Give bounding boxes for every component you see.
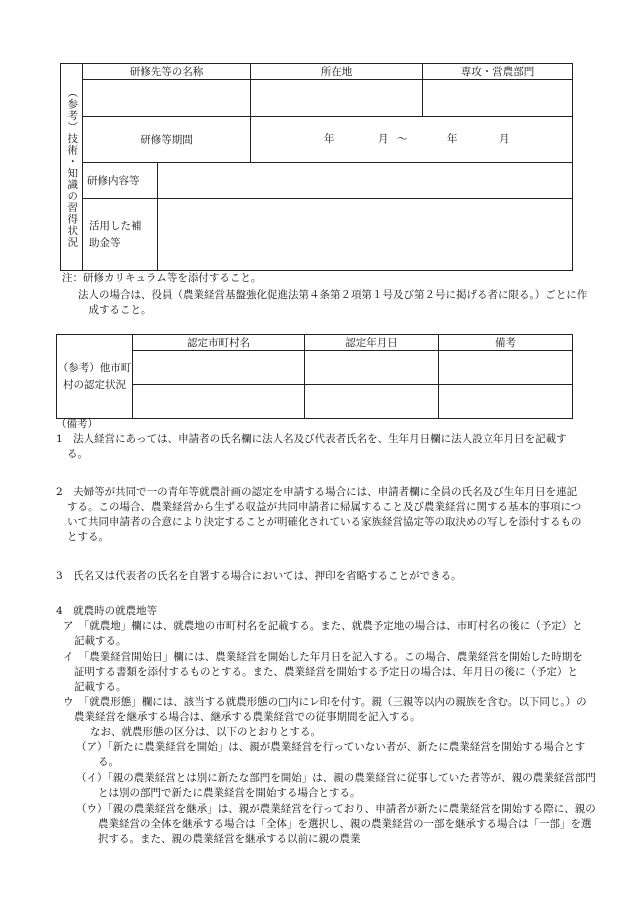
remark-item-2: 2 夫婦等が共同で一の青年等就農計画の認定を申請する場合には、申請者欄に全員の氏名及び生年月日を連記する。この場合、農業経営から生ずる収益が共同申請者に帰属すること及び農業経営に関する基本的事項について共同申請者の合意により決定することが明確化されている家族経営協定等の取決めの写しを添付するものとする。 <box>56 486 582 543</box>
remarks-cell <box>439 385 573 419</box>
col-header-location: 所在地 <box>251 64 423 80</box>
training-status-table <box>60 63 573 271</box>
col-header-municipality: 認定市町村名 <box>133 335 305 351</box>
remark-item-1: 1 法人経営にあっては、申請者の氏名欄に法人名及び代表者氏名を、生年月日欄に法人設立年月日を記載する。 <box>56 433 567 460</box>
remark-item-4u: ウ 「就農形態」欄には、該当する就農形態の□内にレ印を付す。親（三親等以内の親族を含む。以下同じ。）の農業経営を継承する場合は、継承する農業経営での従事期間を記入する。 <box>63 696 587 723</box>
col-header-date: 認定年月日 <box>305 335 439 351</box>
date-cell <box>305 351 439 385</box>
location-cell <box>251 80 423 117</box>
remarks-heading: （備考） <box>56 418 98 430</box>
col-header-remarks: 備考 <box>439 335 573 351</box>
period-tilde: ～ <box>397 133 408 145</box>
remark-sub-a: （ア）「新たに農業経営を開始」は、親が農業経営を行っていない者が、新たに農業経営を開始する場合とする。 <box>76 741 586 768</box>
other-municipality-table <box>56 334 573 419</box>
remark-sub-i: （イ）「親の農業経営とは別に新たな部門を開始」は、親の農業経営に従事していた者等が、親の農業経営部門とは別の部門で新たに農業経営を開始する場合とする。 <box>76 772 596 799</box>
remark-item-4u-note: なお、就農形態の区分は、以下のとおりとする。 <box>90 726 321 738</box>
remark-item-4a: ア 「就農地」欄には、就農地の市町村名を記載する。また、就農予定地の場合は、市町村名の後に（予定）と記載する。 <box>63 620 583 647</box>
col-header-major: 専攻・営農部門 <box>423 64 573 80</box>
other-municipality-side-label: （参考）他市町村の認定状況 <box>57 335 133 419</box>
municipality-cell <box>133 385 305 419</box>
subsidy-label: 活用した補助金等 <box>83 199 158 271</box>
municipality-cell <box>133 351 305 385</box>
note-line2: 法人の場合は、役員（農業経営基盤強化促進法第４条第２項第１号及び第２号に掲げる者に限る。）ごとに作成すること。 <box>78 289 588 316</box>
period-cell <box>251 117 573 163</box>
content-label: 研修内容等 <box>83 163 158 199</box>
col-header-training-name: 研修先等の名称 <box>83 64 251 80</box>
period-year2: 年 <box>447 133 458 145</box>
content-cell <box>158 163 573 199</box>
remark-item-4: 4 就農時の就農地等 <box>56 605 158 617</box>
date-cell <box>305 385 439 419</box>
period-month1: 月 <box>378 133 389 145</box>
training-name-cell <box>83 80 251 117</box>
training-side-label: （参考）技術・知識の習得状況 <box>61 64 83 271</box>
subsidy-cell <box>158 199 573 271</box>
remark-item-3: 3 氏名又は代表者の氏名を自署する場合においては、押印を省略することができる。 <box>56 570 462 582</box>
remark-item-4i: イ 「農業経営開始日」欄には、農業経営を開始した年月日を記入する。この場合、農業経営を開始した時期を証明する書類を添付するものとする。また、農業経営を開始する予定日の場合は、年月日の後に（予定）と記載する。 <box>63 651 583 693</box>
major-cell <box>423 80 573 117</box>
period-year1: 年 <box>324 133 335 145</box>
period-month2: 月 <box>499 133 510 145</box>
remarks-cell <box>439 351 573 385</box>
period-label: 研修等期間 <box>83 117 251 163</box>
note-line1: 注：研修カリキュラム等を添付すること。 <box>62 272 262 284</box>
remark-sub-u: （ウ）「親の農業経営を継承」は、親が農業経営を行っており、申請者が新たに農業経営を開始する際に、親の農業経営の全体を継承する場合は「全体」を選択し、親の農業経営の一部を継承する場合は「一部」を選択する。また、親の農業経営を継承する以前に親の農業 <box>76 803 596 845</box>
